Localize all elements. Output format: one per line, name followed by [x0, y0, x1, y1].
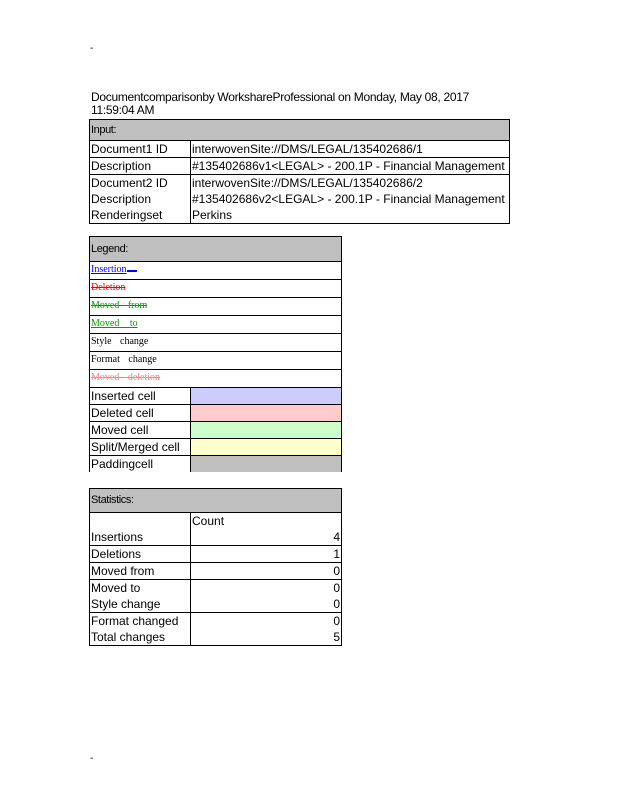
input-table: [89, 119, 510, 224]
stat-label: Insertions: [90, 513, 191, 546]
moved-from-sample: Moved from: [91, 300, 148, 311]
table-row: [90, 207, 510, 224]
cell-label: Moved cell: [90, 422, 191, 439]
insertion-underline: [127, 270, 137, 272]
stat-count: 5: [191, 629, 342, 646]
top-dash-mark: -: [90, 43, 94, 54]
cell-label: Split/Merged cell: [90, 439, 191, 456]
legend-cell-row: [90, 422, 342, 439]
table-row: [90, 175, 510, 192]
cell-label: Inserted cell: [90, 388, 191, 405]
bottom-dash-mark: -: [90, 753, 94, 764]
table-row: [90, 546, 342, 563]
count-header: Count: [192, 514, 225, 528]
stat-count: 1: [191, 546, 342, 563]
table-row: [90, 513, 342, 546]
stat-label: Style change: [90, 596, 191, 613]
table-row: [90, 158, 510, 175]
format-change-sample: Format change: [91, 354, 157, 365]
stat-count: 4: [333, 530, 341, 544]
stat-count: 0: [191, 596, 342, 613]
stat-label: Moved from: [90, 563, 191, 580]
moved-to-sample: Moved to: [91, 318, 138, 329]
stat-label: Deletions: [90, 546, 191, 563]
legend-title: Legend:: [90, 237, 342, 262]
split-merged-cell-swatch: [191, 439, 342, 456]
legend-cell-row: [90, 439, 342, 456]
stat-count-cell: [191, 513, 342, 546]
legend-cell-row: [90, 405, 342, 422]
stat-label: Moved to: [90, 580, 191, 597]
stat-label: Total changes: [90, 629, 191, 646]
table-row: [90, 596, 342, 613]
legend-cell-row: [90, 388, 342, 405]
legend-style-change: [90, 334, 342, 352]
legend-insertion: [90, 262, 342, 280]
table-row: [90, 563, 342, 580]
table-row: [90, 629, 342, 646]
moved-deletion-sample: Moved deletion: [91, 372, 161, 383]
table-row: [90, 141, 510, 158]
legend-cell-row: [90, 456, 342, 473]
legend-deletion: [90, 280, 342, 298]
legend-table: [89, 236, 342, 472]
cell-label: Deleted cell: [90, 405, 191, 422]
input-value: #135402686v1<LEGAL> - 200.1P - Financial Management: [191, 158, 510, 175]
legend-moved-from: [90, 298, 342, 316]
statistics-table: [89, 488, 342, 646]
stat-count: 0: [191, 580, 342, 597]
legend-format-change: [90, 352, 342, 370]
padding-cell-swatch: [191, 456, 342, 473]
style-change-sample: Style change: [91, 336, 149, 347]
statistics-title: Statistics:: [90, 489, 342, 513]
input-value: interwovenSite://DMS/LEGAL/135402686/2: [191, 175, 510, 192]
legend-moved-deletion: [90, 370, 342, 388]
input-label: Document1 ID: [90, 141, 191, 158]
report-heading: Documentcomparisonby WorkshareProfessional on Monday, May 08, 2017 11:59:04 AM: [91, 90, 469, 117]
input-value: Perkins: [191, 207, 510, 224]
inserted-cell-swatch: [191, 388, 342, 405]
table-row: [90, 191, 510, 207]
stat-count: 0: [191, 563, 342, 580]
input-label: Document2 ID: [90, 175, 191, 192]
input-label: Description: [90, 191, 191, 207]
input-label: Description: [90, 158, 191, 175]
deleted-cell-swatch: [191, 405, 342, 422]
legend-moved-to: [90, 316, 342, 334]
input-value: interwovenSite://DMS/LEGAL/135402686/1: [191, 141, 510, 158]
input-title: Input:: [90, 120, 510, 141]
table-row: [90, 580, 342, 597]
table-row: [90, 613, 342, 630]
stat-count: 0: [191, 613, 342, 630]
insertion-sample: Insertion: [91, 264, 127, 275]
input-label: Renderingset: [90, 207, 191, 224]
deletion-sample: Deletion: [91, 282, 126, 293]
moved-cell-swatch: [191, 422, 342, 439]
stat-label: Format changed: [90, 613, 191, 630]
input-value: #135402686v2<LEGAL> - 200.1P - Financial Management: [191, 191, 510, 207]
cell-label: Paddingcell: [90, 456, 191, 473]
